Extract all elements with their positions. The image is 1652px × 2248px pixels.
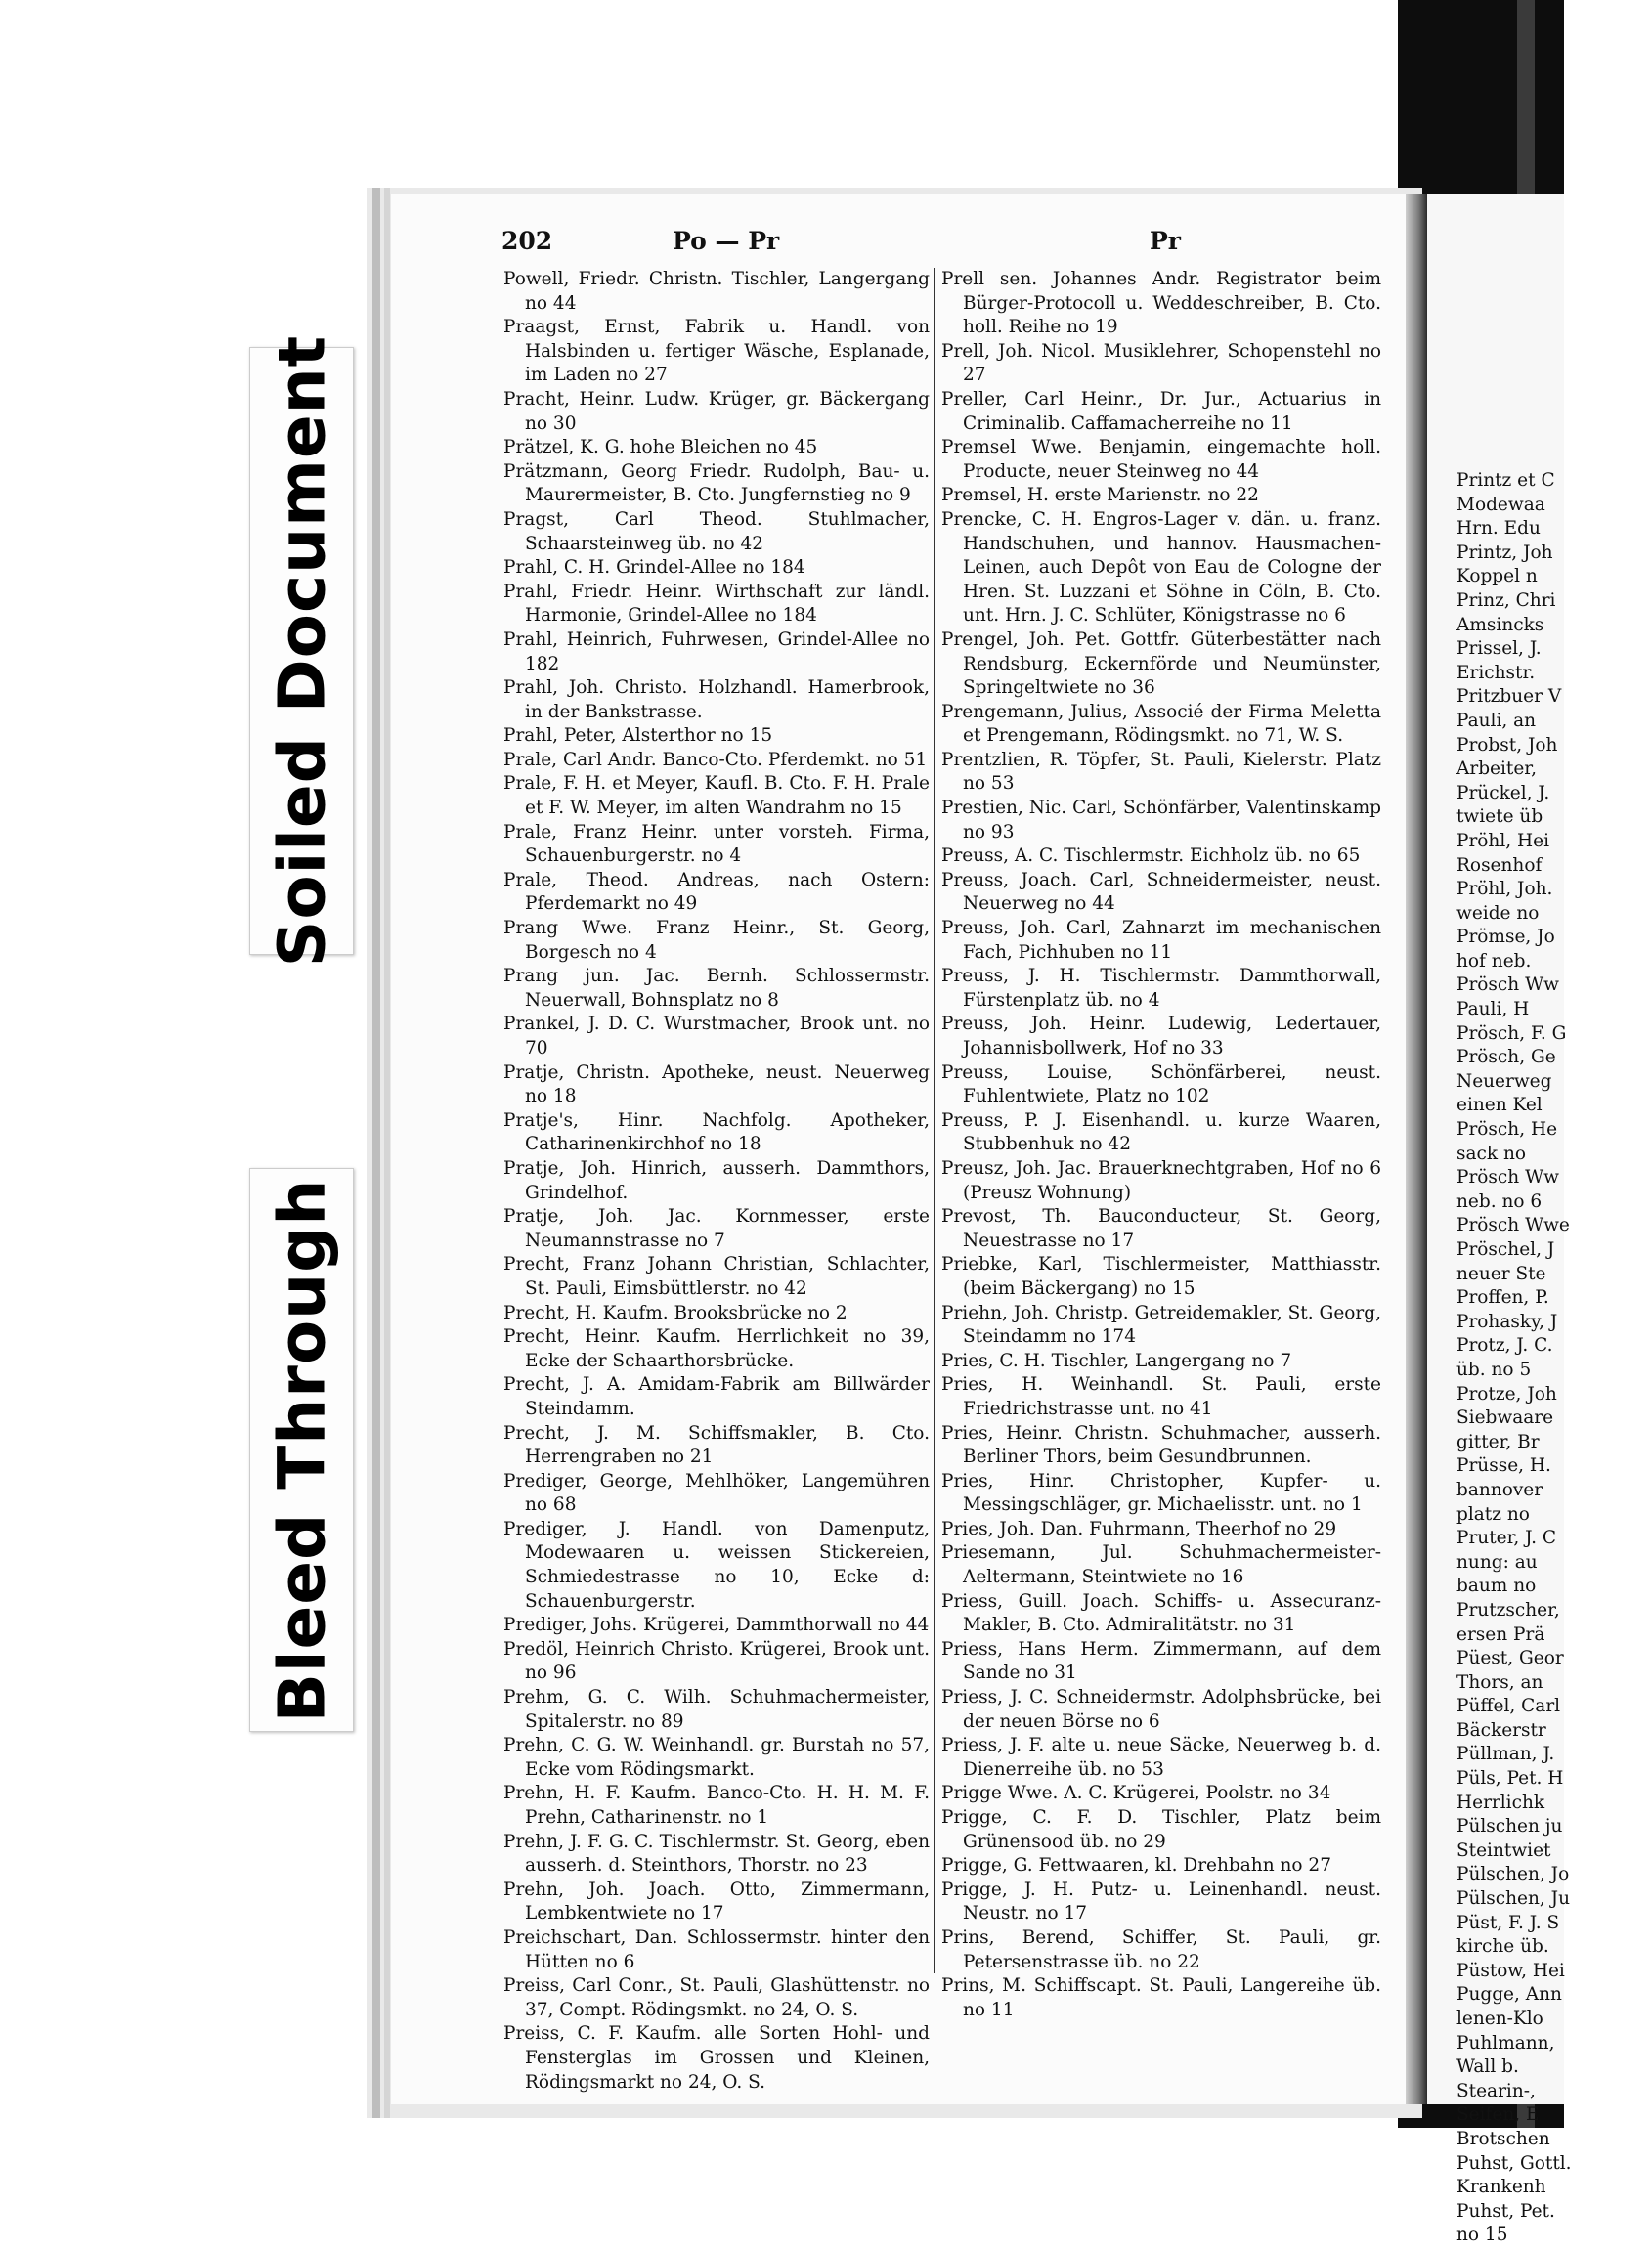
- directory-entry: gitter, Br: [1456, 1431, 1540, 1452]
- directory-entry: Prengel, Joh. Pet. Gottfr. Güterbestätter nach Rendsburg, Eckernförde und Neumünster, Springeltwiete no 36: [941, 628, 1381, 699]
- directory-entry: Pratje's, Hinr. Nachfolg. Apotheker, Catharinenkirchhof no 18: [503, 1109, 930, 1155]
- directory-entry: Priess, Guill. Joach. Schiffs- u. Assecuranz-Makler, B. Cto. Admiralitätstr. no 31: [941, 1590, 1381, 1636]
- bleed-through-label: Bleed Through: [264, 1178, 339, 1722]
- directory-entry: Prahl, Peter, Alsterthor no 15: [503, 725, 773, 747]
- directory-entry: Erichstr.: [1456, 662, 1536, 683]
- directory-entry: Püst, F. J. S: [1456, 1912, 1560, 1933]
- directory-entry: Püllman, J.: [1456, 1744, 1555, 1765]
- directory-entry: Arbeiter,: [1456, 758, 1537, 780]
- directory-entry: Praagst, Ernst, Fabrik u. Handl. von Halsbinden u. fertiger Wäsche, Esplanade, im Laden no 27: [503, 317, 930, 386]
- directory-entry: Pries, Hinr. Christopher, Kupfer- u. Messingschläger, gr. Michaelisstr. unt. no 1: [941, 1470, 1381, 1516]
- directory-entry: Prätzmann, Georg Friedr. Rudolph, Bau- u. Maurermeister, B. Cto. Jungfernstieg no 9: [503, 460, 930, 506]
- directory-entry: Preuss, Joach. Carl, Schneidermeister, neust. Neuerweg no 44: [941, 869, 1381, 915]
- directory-entry: Pugge, Ann: [1456, 1984, 1562, 2006]
- directory-entry: Neuerweg: [1456, 1070, 1552, 1092]
- directory-entry: Prüsse, H.: [1456, 1455, 1551, 1477]
- page-number: 202: [501, 227, 553, 255]
- directory-entry: Prösch Ww: [1456, 974, 1559, 996]
- left-column: [503, 268, 930, 2093]
- directory-entry: Prentzlien, R. Töpfer, St. Pauli, Kielerstr. Platz no 53: [941, 749, 1381, 795]
- directory-entry: Prehn, C. G. W. Weinhandl. gr. Burstah no 57, Ecke vom Rödingsmarkt.: [503, 1735, 930, 1780]
- directory-entry: Hrn. Edu: [1456, 518, 1541, 540]
- directory-entry: Koppel n: [1456, 566, 1538, 587]
- directory-entry: Proffen, P.: [1456, 1287, 1549, 1309]
- directory-entry: Premsel Wwe. Benjamin, eingemachte holl. Producte, neuer Steinweg no 44: [941, 437, 1381, 482]
- directory-entry: kirche üb.: [1456, 1936, 1549, 1958]
- directory-entry: weide no: [1456, 902, 1540, 924]
- directory-entry: Priess, Hans Herm. Zimmermann, auf dem Sande no 31: [941, 1638, 1381, 1684]
- directory-entry: einen Kel: [1456, 1095, 1543, 1116]
- directory-entry: Pauli, an: [1456, 710, 1537, 731]
- directory-entry: Prutzscher,: [1456, 1599, 1560, 1621]
- soiled-document-tab: [249, 334, 354, 968]
- directory-entry: Prahl, Heinrich, Fuhrwesen, Grindel-Allee no 182: [503, 628, 930, 674]
- directory-entry: Puhst, Pet.: [1456, 2200, 1555, 2222]
- directory-entry: twiete üb: [1456, 806, 1543, 828]
- directory-entry: Preuss, P. J. Eisenhandl. u. kurze Waaren, Stubbenhuk no 42: [941, 1109, 1381, 1155]
- directory-entry: Püls, Pet. H: [1456, 1768, 1564, 1790]
- directory-entry: Prösch, Ge: [1456, 1047, 1556, 1068]
- running-head-right: Pr: [1150, 227, 1181, 255]
- directory-entry: üb. no 5: [1456, 1359, 1532, 1380]
- directory-entry: Modewaa: [1456, 494, 1545, 515]
- directory-entry: hof neb.: [1456, 950, 1532, 972]
- directory-entry: Pruter, J. C: [1456, 1528, 1557, 1549]
- directory-entry: Preusz, Joh. Jac. Brauerknechtgraben, Hof no 6 (Preusz Wohnung): [941, 1157, 1381, 1203]
- directory-entry: Prehn, J. F. G. C. Tischlermstr. St. Georg, eben ausserh. d. Steinthors, Thorstr. no 23: [503, 1831, 930, 1877]
- directory-entry: Prevost, Th. Bauconducteur, St. Georg, Neuestrasse no 17: [941, 1206, 1381, 1251]
- directory-entry: Püest, Geor: [1456, 1648, 1564, 1669]
- directory-entry: Prömse, Jo: [1456, 927, 1555, 948]
- directory-entry: Stearin-,: [1456, 2080, 1536, 2101]
- next-page-column: [1456, 469, 1652, 2248]
- directory-entry: Prahl, C. H. Grindel-Allee no 184: [503, 557, 805, 579]
- directory-entry: Priess, J. F. alte u. neue Säcke, Neuerweg b. d. Dienerreihe üb. no 53: [941, 1735, 1381, 1780]
- directory-entry: Seifen, E: [1456, 2104, 1540, 2126]
- directory-entry: lenen-Klo: [1456, 2009, 1543, 2029]
- directory-entry: Prigge, C. F. D. Tischler, Platz beim Grünensood üb. no 29: [941, 1807, 1381, 1852]
- directory-entry: Precht, Heinr. Kaufm. Herrlichkeit no 39, Ecke der Schaarthorsbrücke.: [503, 1326, 930, 1371]
- directory-entry: Prell, Joh. Nicol. Musiklehrer, Schopenstehl no 27: [941, 340, 1381, 386]
- directory-entry: Precht, Franz Johann Christian, Schlachter, St. Pauli, Eimsbüttlerstr. no 42: [503, 1254, 930, 1299]
- page-edge: [372, 188, 380, 2118]
- directory-entry: Prahl, Friedr. Heinr. Wirthschaft zur ländl. Harmonie, Grindel-Allee no 184: [503, 581, 930, 627]
- directory-entry: Prehm, G. C. Wilh. Schuhmachermeister, Spitalerstr. no 89: [503, 1687, 930, 1732]
- directory-entry: Prehn, H. F. Kaufm. Banco-Cto. H. H. M. F. Prehn, Catharinenstr. no 1: [503, 1783, 930, 1828]
- directory-entry: Herrlichk: [1456, 1792, 1545, 1813]
- directory-entry: Prale, Theod. Andreas, nach Ostern: Pferdemarkt no 49: [503, 869, 930, 915]
- directory-entry: Bäckerstr: [1456, 1719, 1546, 1741]
- directory-entry: Pratje, Joh. Jac. Kornmesser, erste Neumannstrasse no 7: [503, 1206, 930, 1251]
- directory-entry: Prohasky, J: [1456, 1311, 1558, 1332]
- directory-entry: Prösch Ww: [1456, 1167, 1559, 1189]
- directory-entry: Krankenh: [1456, 2177, 1546, 2198]
- directory-entry: Püstow, Hei: [1456, 1960, 1565, 1981]
- directory-entry: Prengemann, Julius, Associé der Firma Meletta et Prengemann, Rödingsmkt. no 71, W. S.: [941, 701, 1381, 747]
- directory-entry: Printz, Joh: [1456, 541, 1553, 563]
- directory-entry: sack no: [1456, 1143, 1527, 1164]
- running-head-center: Po — Pr: [673, 227, 780, 255]
- directory-entry: Prencke, C. H. Engros-Lager v. dän. u. franz. Handschuhen, und hannov. Hausmachen-Leinen, auch Depôt von Eau de Cologne der Hren. St. Luzzani et Söhne in Cöln, B. Cto. unt. Hrn. J. C. Schlüter, Königstrasse no 6: [941, 508, 1381, 627]
- directory-entry: Prösch, F. G: [1456, 1022, 1567, 1044]
- column-divider: [934, 268, 935, 1973]
- directory-entry: Pracht, Heinr. Ludw. Krüger, gr. Bäckergang no 30: [503, 388, 930, 434]
- book-gutter: [1406, 194, 1427, 2104]
- directory-entry: Prehn, Joh. Joach. Otto, Zimmermann, Lembkentwiete no 17: [503, 1879, 930, 1924]
- directory-entry: Brotschen: [1456, 2128, 1550, 2149]
- directory-entry: Protze, Joh: [1456, 1383, 1557, 1405]
- directory-entry: Precht, J. A. Amidam-Fabrik am Billwärder Steindamm.: [503, 1374, 930, 1419]
- directory-entry: Predöl, Heinrich Christo. Krügerei, Brook unt. no 96: [503, 1638, 930, 1684]
- directory-entry: Precht, J. M. Schiffsmakler, B. Cto. Herrengraben no 21: [503, 1422, 930, 1468]
- directory-entry: Pritzbuer V: [1456, 686, 1562, 708]
- directory-entry: Püffel, Carl: [1456, 1696, 1561, 1717]
- directory-entry: Preller, Carl Heinr., Dr. Jur., Actuarius in Criminalib. Caffamacherreihe no 11: [941, 388, 1381, 434]
- directory-entry: Priehn, Joh. Christp. Getreidemakler, St. Georg, Steindamm no 174: [941, 1302, 1381, 1348]
- directory-entry: Amsincks: [1456, 614, 1544, 635]
- directory-entry: Preiss, Carl Conr., St. Pauli, Glashüttenstr. no 37, Compt. Rödingsmkt. no 24, O. S.: [503, 1975, 930, 2020]
- directory-entry: Pratje, Joh. Hinrich, ausserh. Dammthors, Grindelhof.: [503, 1157, 930, 1203]
- directory-entry: Prösch, He: [1456, 1119, 1558, 1141]
- directory-entry: Prankel, J. D. C. Wurstmacher, Brook unt. no 70: [503, 1014, 930, 1059]
- directory-entry: Pröschel, J: [1456, 1239, 1555, 1260]
- directory-entry: Preuss, Joh. Heinr. Ludewig, Ledertauer, Johannisbollwerk, Hof no 33: [941, 1014, 1381, 1059]
- directory-entry: Pröhl, Joh.: [1456, 879, 1553, 900]
- directory-entry: Protz, J. C.: [1456, 1335, 1553, 1357]
- bleed-through-tab: [249, 1168, 354, 1732]
- directory-entry: Preuss, A. C. Tischlermstr. Eichholz üb. no 65: [941, 845, 1361, 867]
- directory-entry: Printz et C: [1456, 470, 1555, 491]
- directory-entry: Prigge, J. H. Putz- u. Leinenhandl. neust. Neustr. no 17: [941, 1879, 1381, 1924]
- directory-entry: Prigge, G. Fettwaaren, kl. Drehbahn no 27: [941, 1855, 1331, 1877]
- directory-entry: Pragst, Carl Theod. Stuhlmacher, Schaarsteinweg üb. no 42: [503, 508, 930, 554]
- directory-entry: Prins, M. Schiffscapt. St. Pauli, Langereihe üb. no 11: [941, 1975, 1381, 2020]
- directory-entry: Prediger, J. Handl. von Damenputz, Modewaaren u. weissen Stickereien, Schmiedestrasse no 10, Ecke d: Schauenburgerstr.: [503, 1518, 930, 1612]
- directory-entry: Pratje, Christn. Apotheke, neust. Neuerweg no 18: [503, 1061, 930, 1107]
- directory-entry: Preichschart, Dan. Schlossermstr. hinter den Hütten no 6: [503, 1926, 930, 1972]
- directory-entry: Prösch Wwe: [1456, 1215, 1570, 1236]
- directory-entry: Prediger, George, Mehlhöker, Langemühren no 68: [503, 1470, 930, 1516]
- directory-entry: Puhst, Gottl.: [1456, 2152, 1572, 2174]
- directory-entry: Probst, Joh: [1456, 734, 1558, 756]
- directory-entry: Priesemann, Jul. Schuhmachermeister-Aeltermann, Steintwiete no 16: [941, 1542, 1381, 1588]
- directory-entry: Puhlmann,: [1456, 2032, 1555, 2053]
- directory-entry: neb. no 6: [1456, 1190, 1543, 1212]
- directory-entry: ersen Prä: [1456, 1623, 1545, 1645]
- directory-entry: Pauli, H: [1456, 999, 1530, 1020]
- directory-entry: Wall b.: [1456, 2056, 1519, 2078]
- directory-entry: Prückel, J.: [1456, 782, 1550, 803]
- directory-entry: Prang Wwe. Franz Heinr., St. Georg, Borgesch no 4: [503, 918, 930, 963]
- next-page-sliver: [1427, 194, 1572, 2246]
- directory-entry: Prediger, Johs. Krügerei, Dammthorwall no 44: [503, 1615, 930, 1636]
- directory-entry: Prinz, Chri: [1456, 589, 1556, 611]
- directory-entry: Pülschen ju: [1456, 1816, 1563, 1837]
- directory-entry: Thors, an: [1456, 1671, 1543, 1693]
- directory-entry: Pries, C. H. Tischler, Langergang no 7: [941, 1350, 1292, 1371]
- directory-entry: Preuss, Louise, Schönfärberei, neust. Fuhlentwiete, Platz no 102: [941, 1061, 1381, 1107]
- directory-entry: Siebwaare: [1456, 1407, 1554, 1429]
- directory-entry: Prale, Carl Andr. Banco-Cto. Pferdemkt. no 51: [503, 749, 928, 770]
- directory-entry: neuer Ste: [1456, 1263, 1546, 1284]
- directory-entry: Prell sen. Johannes Andr. Registrator beim Bürger-Protocoll u. Weddeschreiber, B. Cto. holl. Reihe no 19: [941, 269, 1381, 338]
- directory-entry: Prang jun. Jac. Bernh. Schlossermstr. Neuerwall, Bohnsplatz no 8: [503, 966, 930, 1011]
- directory-entry: Prale, Franz Heinr. unter vorsteh. Firma, Schauenburgerstr. no 4: [503, 821, 930, 867]
- directory-entry: Prins, Berend, Schiffer, St. Pauli, gr. Petersenstrasse üb. no 22: [941, 1926, 1381, 1972]
- directory-entry: Prissel, J.: [1456, 638, 1542, 660]
- directory-entry: Priess, J. C. Schneidermstr. Adolphsbrücke, bei der neuen Börse no 6: [941, 1687, 1381, 1732]
- soiled-document-label: Soiled Document: [264, 334, 339, 968]
- directory-entry: Preuss, Joh. Carl, Zahnarzt im mechanischen Fach, Pichhuben no 11: [941, 918, 1381, 963]
- right-column: [941, 268, 1381, 2020]
- directory-entry: nung: au: [1456, 1551, 1538, 1573]
- directory-entry: Pröhl, Hei: [1456, 830, 1550, 851]
- directory-entry: Prigge Wwe. A. C. Krügerei, Poolstr. no 34: [941, 1783, 1331, 1804]
- directory-entry: Pülschen, Jo: [1456, 1864, 1570, 1885]
- directory-entry: Priebke, Karl, Tischlermeister, Matthiasstr. (beim Bäckergang) no 15: [941, 1254, 1381, 1299]
- directory-entry: Prestien, Nic. Carl, Schönfärber, Valentinskamp no 93: [941, 798, 1381, 843]
- running-head: [501, 227, 1381, 260]
- directory-entry: Precht, H. Kaufm. Brooksbrücke no 2: [503, 1302, 848, 1323]
- directory-entry: Prätzel, K. G. hohe Bleichen no 45: [503, 437, 818, 458]
- directory-entry: no 15: [1456, 2225, 1508, 2246]
- directory-entry: bannover: [1456, 1479, 1543, 1500]
- directory-entry: Prahl, Joh. Christo. Holzhandl. Hamerbrook, in der Bankstrasse.: [503, 677, 930, 722]
- directory-entry: Pries, H. Weinhandl. St. Pauli, erste Friedrichstrasse unt. no 41: [941, 1374, 1381, 1419]
- directory-entry: Preiss, C. F. Kaufm. alle Sorten Hohl- und Fensterglas im Grossen und Kleinen, Rödingsmarkt no 24, O. S.: [503, 2023, 930, 2093]
- directory-entry: Pülschen, Ju: [1456, 1888, 1571, 1910]
- directory-entry: Steintwiet: [1456, 1839, 1551, 1861]
- directory-entry: Rosenhof: [1456, 854, 1543, 876]
- directory-entry: Prale, F. H. et Meyer, Kaufl. B. Cto. F. H. Prale et F. W. Meyer, im alten Wandrahm no 15: [503, 773, 930, 819]
- directory-entry: Premsel, H. erste Marienstr. no 22: [941, 485, 1259, 506]
- directory-entry: Pries, Heinr. Christn. Schuhmacher, ausserh. Berliner Thors, beim Gesundbrunnen.: [941, 1422, 1381, 1468]
- directory-entry: platz no: [1456, 1503, 1530, 1525]
- directory-entry: Powell, Friedr. Christn. Tischler, Langergang no 44: [503, 269, 930, 314]
- directory-entry: Preuss, J. H. Tischlermstr. Dammthorwall, Fürstenplatz üb. no 4: [941, 966, 1381, 1011]
- directory-entry: Pries, Joh. Dan. Fuhrmann, Theerhof no 29: [941, 1518, 1337, 1539]
- page-edge: [384, 188, 390, 2118]
- directory-entry: baum no: [1456, 1576, 1537, 1597]
